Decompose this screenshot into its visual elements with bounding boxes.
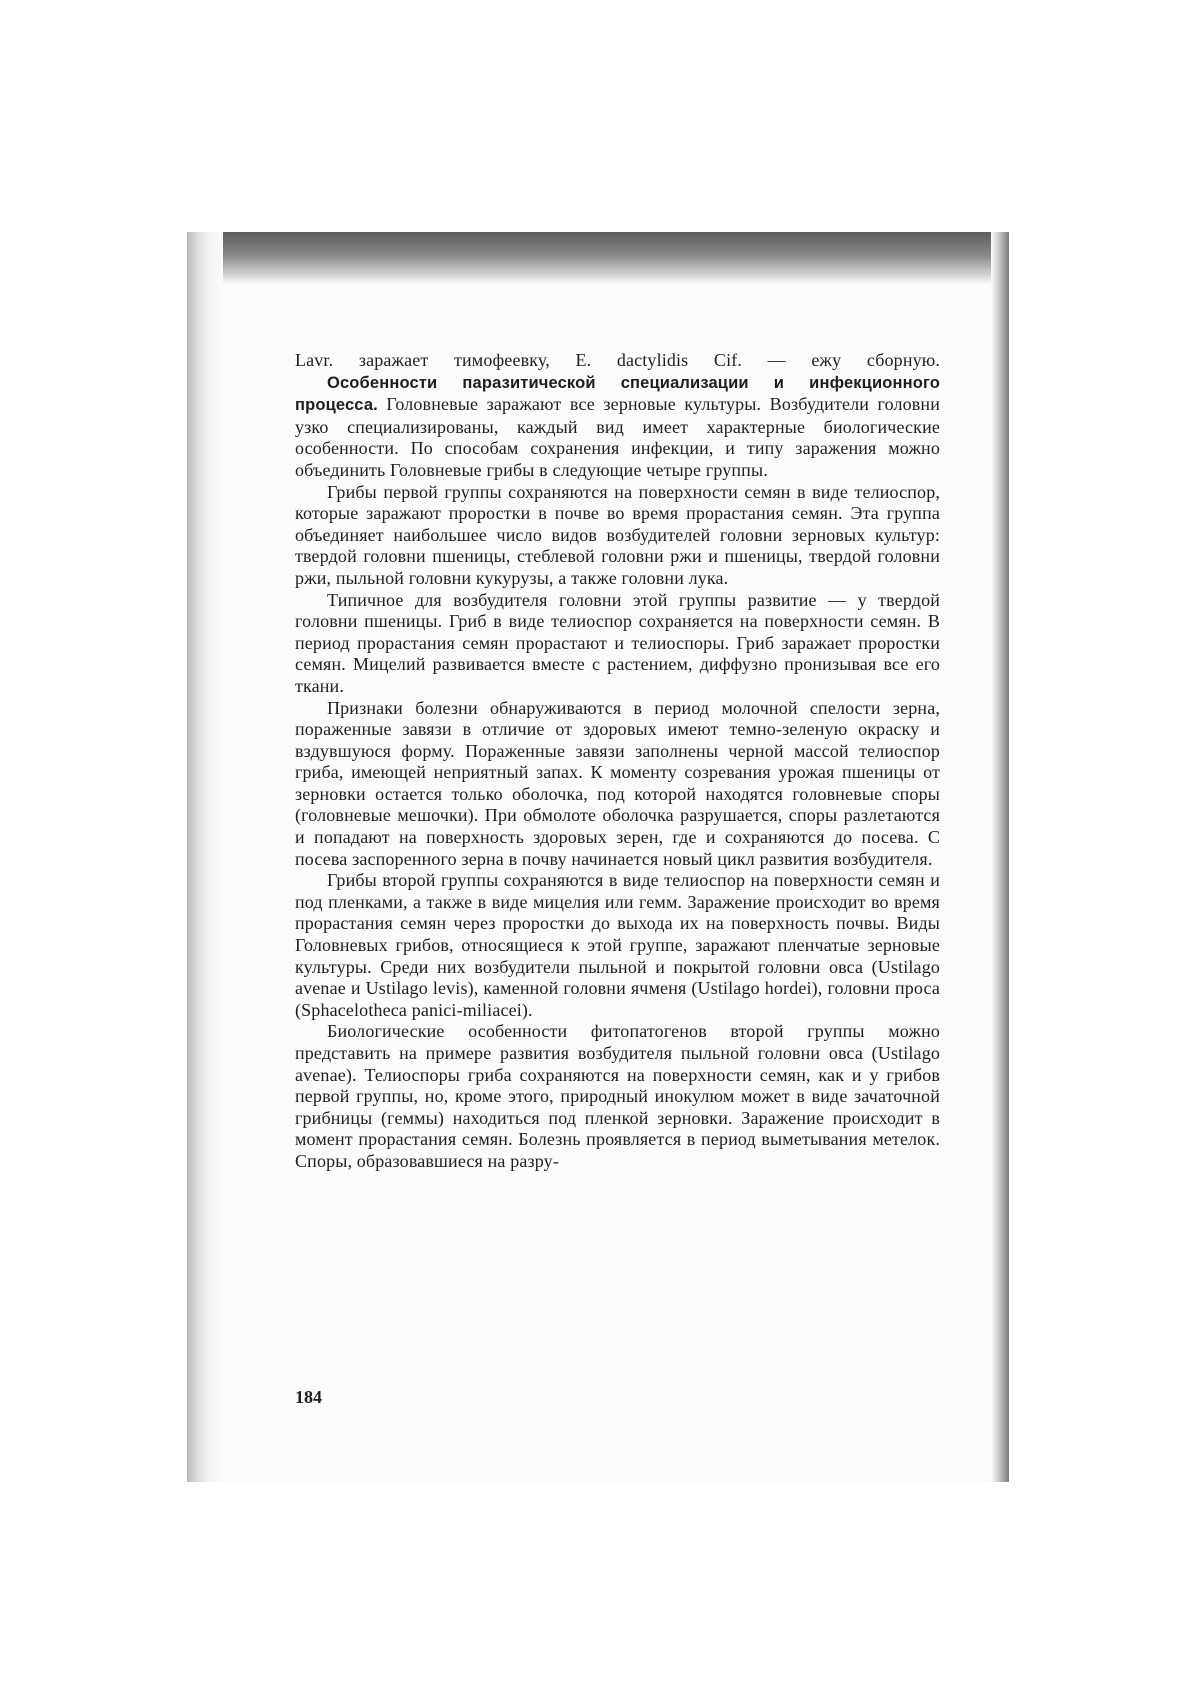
scan-right-shadow — [991, 232, 1009, 1482]
section-paragraph — [295, 372, 940, 482]
page-number: 184 — [295, 1387, 322, 1407]
paragraph: Биологические особенности фитопатогенов второй группы можно представить на примере развития возбудителя пыльной головни овса (Ustilago avenae). Телиоспоры гриба сохраняются на поверхности семян, как и у грибов первой группы, но, кроме этого, природный инокулюм может в виде зачаточной грибницы (геммы) находиться под пленкой зерновки. Заражение происходит в момент прорастания семян. Болезнь проявляется в период выметывания метелок. Споры, образовавшиеся на разру- — [295, 1021, 940, 1171]
paragraph: Типичное для возбудителя головни этой группы развитие — у твердой головни пшеницы. Гриб в виде телиоспор сохраняется на поверхности семян. В период прорастания семян прорастают и телиоспоры. Гриб заражает проростки семян. Мицелий развивается вместе с растением, диффузно пронизывая все его ткани. — [295, 589, 940, 696]
scan-top-shadow — [187, 232, 1009, 284]
page-body — [295, 350, 940, 1173]
section-heading: Особенности паразитической специализации и инфекционного процесса. — [295, 373, 940, 415]
section-heading-rest: Головневые заражают все зерновые культуры. Возбудители головни узко специализированы, каждый вид имеет характерные биологические особенности. По способам сохранения инфекции, и типу заражения можно объединить Головневые грибы в следующие четыре группы. — [295, 394, 940, 480]
scanned-page — [187, 232, 1009, 1482]
opening-line: Lavr. заражает тимофеевку, E. dactylidis Cif. — ежу сборную. — [295, 350, 940, 370]
paragraph: Грибы второй группы сохраняются в виде телиоспор на поверхности семян и под пленками, а также в виде мицелия или гемм. Заражение происходит во время прорастания семян через проростки до выхода их на поверхность почвы. Виды Головневых грибов, относящиеся к этой группе, заражают пленчатые зерновые культуры. Среди них возбудители пыльной и покрытой головни овса (Ustilago avenae и Ustilago levis), каменной головни ячменя (Ustilago hordei), головни проса (Sphacelotheca panici-miliacei). — [295, 870, 940, 1020]
paragraph: Грибы первой группы сохраняются на поверхности семян в виде телиоспор, которые заражают проростки в почве во время прорастания семян. Эта группа объединяет наибольшее число видов возбудителей головни зерновых культур: твердой головни пшеницы, стеблевой головни ржи и пшеницы, твердой головни ржи, пыльной головни кукурузы, а также головни лука. — [295, 481, 940, 588]
scan-left-shadow — [187, 232, 223, 1482]
paragraph: Признаки болезни обнаруживаются в период молочной спелости зерна, пораженные завязи в отличие от здоровых имеют темно-зеленую окраску и вздувшуюся форму. Пораженные завязи заполнены черной массой телиоспор гриба, имеющей неприятный запах. К моменту созревания урожая пшеницы от зерновки остается только оболочка, под которой находятся головневые споры (головневые мешочки). При обмолоте оболочка разрушается, споры разлетаются и попадают на поверхность здоровых зерен, где и сохраняются до посева. С посева заспоренного зерна в почву начинается новый цикл развития возбудителя. — [295, 697, 940, 869]
